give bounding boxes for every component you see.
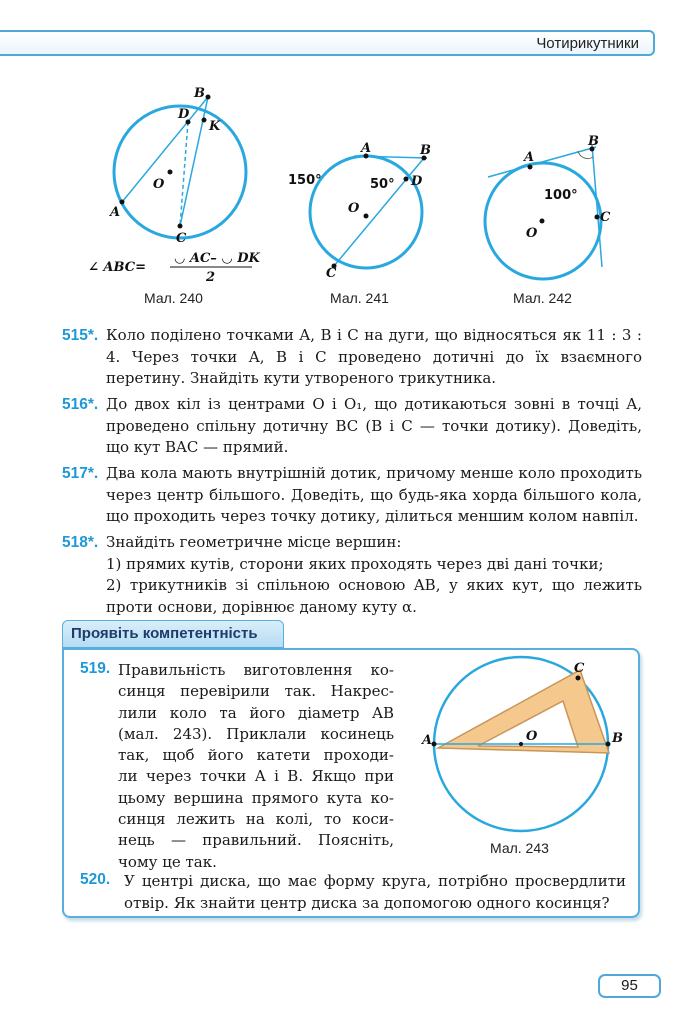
caption-243: Мал. 243: [490, 840, 549, 856]
running-header: [0, 30, 655, 56]
label-c: C: [326, 266, 337, 281]
page-number: 95: [598, 974, 661, 998]
arc-label-50: 50°: [370, 177, 395, 192]
problem-number: 515*.: [62, 327, 99, 344]
problem-text: До двох кіл із центрами O і O₁, що дотикаються зовні в точці A, проведено спільну дотичну BC (B і C — точки дотику). Доведіть, що кут BAC — прямий.: [106, 395, 642, 456]
label-c: C: [600, 210, 611, 225]
circle-240: [114, 106, 246, 238]
label-b: B: [588, 134, 599, 149]
arc-label-150: 150°: [288, 173, 322, 188]
label-a: A: [422, 733, 433, 748]
formula-denominator: 2: [206, 270, 216, 285]
line: так, щоб його катети проходи-: [118, 746, 394, 765]
problem-518: [62, 532, 642, 618]
problem-520-text: У центрі диска, що має форму круга, потрібно просвердлити отвір. Як знайти центр диска за допомогою одного косинця?: [124, 872, 626, 912]
problem-number: 518*.: [62, 534, 99, 551]
label-c: C: [574, 661, 585, 676]
line: лили коло та його діаметр AB: [118, 703, 394, 722]
problem-number: 517*.: [62, 465, 99, 482]
line: Правильність виготовлення ко-: [118, 661, 394, 679]
caption-240: Мал. 240: [144, 290, 203, 306]
arc-label-100: 100°: [544, 188, 578, 203]
problem-516: [62, 394, 642, 459]
line: ли через точки A і B. Якщо при: [118, 767, 394, 786]
caption-241: Мал. 241: [330, 290, 389, 306]
competence-tab: Проявіть компетентність: [62, 620, 284, 648]
label-a: A: [524, 150, 535, 165]
circle-241: [310, 156, 422, 268]
line: синця перевірили так. Накрес-: [118, 682, 394, 701]
problem-515: [62, 325, 642, 390]
problem-item-2: 2) трикутників зі спільною основою AB, у яких кут, що лежить проти основи, дорівнює даному куту α.: [106, 576, 642, 616]
label-d: D: [178, 107, 190, 122]
tangent-a: [488, 147, 596, 177]
label-o: O: [153, 177, 165, 192]
problem-item-1: 1) прямих кутів, сторони яких проходять через дві дані точки;: [106, 554, 604, 573]
label-c: C: [176, 231, 187, 246]
label-o: O: [526, 226, 538, 241]
label-k: K: [209, 119, 221, 134]
line: синця лежить на колі, то коси-: [118, 810, 394, 829]
secant-ba: [122, 97, 208, 202]
line: чому це так.: [118, 852, 217, 871]
label-o: O: [526, 729, 538, 744]
formula-lhs: ∠ ABC=: [88, 260, 146, 275]
figure-241: [282, 140, 452, 285]
label-a: A: [361, 141, 372, 156]
header-title: Чотирикутники: [536, 35, 639, 52]
label-d: D: [411, 174, 423, 189]
figure-242: [478, 135, 628, 285]
line: цьому вершина прямого кута ко-: [118, 788, 394, 807]
problem-text: Два кола мають внутрішній дотик, причому менше коло проходить через центр більшого. Доведіть, що будь-яка хорда більшого кола, що проходить через точку дотику, ділиться меншим колом навпіл.: [106, 464, 642, 525]
figure-243: [418, 656, 628, 836]
problem-519-text: [118, 660, 394, 873]
problem-text: Знайдіть геометричне місце вершин:: [106, 533, 402, 551]
line: нець — правильний. Поясніть,: [118, 831, 394, 850]
problem-517: [62, 463, 642, 528]
label-o: O: [348, 201, 360, 216]
problem-text: Коло поділено точками A, B і C на дуги, що відносяться як 11 : 3 : 4. Через точки A, B і C проведено дотичні до їх взаємного перетину. Знайдіть кути утвореного трикутника.: [106, 326, 642, 387]
figure-240: [80, 80, 280, 290]
set-square: [438, 670, 609, 753]
problem-number: 516*.: [62, 396, 99, 413]
problem-519-number: 519.: [80, 660, 111, 677]
label-b: B: [612, 731, 623, 746]
label-b: B: [194, 86, 205, 101]
formula-numerator: ◡ AC– ◡ DK: [174, 251, 260, 266]
problem-520-number: 520.: [80, 871, 111, 888]
line: (мал. 243). Приклали косинець: [118, 724, 394, 743]
label-a: A: [110, 205, 121, 220]
label-b: B: [420, 143, 431, 158]
caption-242: Мал. 242: [513, 290, 572, 306]
